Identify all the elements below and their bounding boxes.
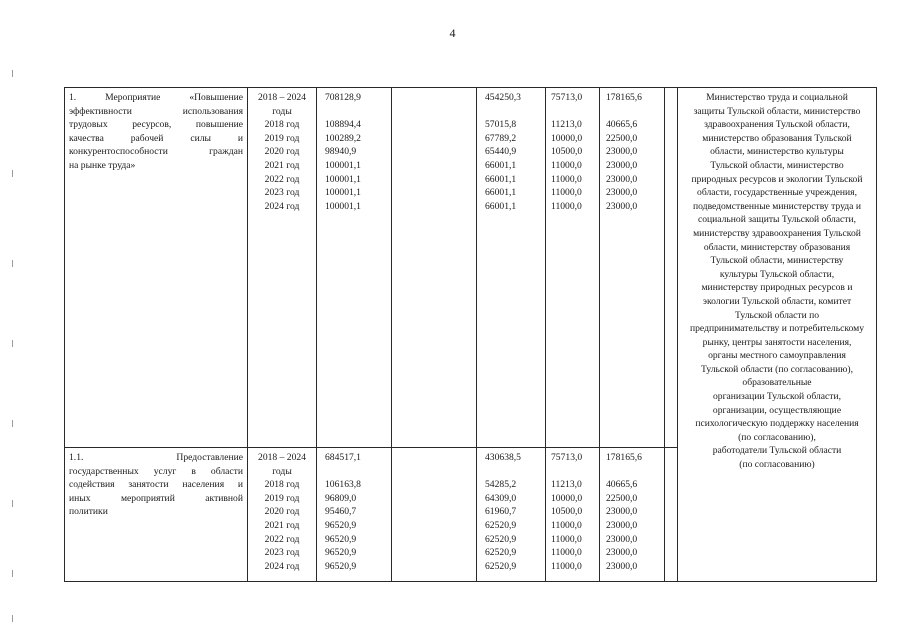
- measure-name-line: на рынке труда»: [69, 159, 136, 171]
- year-label: 2021 год: [264, 159, 300, 171]
- other-sources-value: 40665,6: [606, 479, 638, 491]
- local-budget-value: 10500,0: [551, 506, 583, 518]
- total-value: 100001,1: [325, 173, 361, 185]
- years-cell: [248, 448, 317, 582]
- executor-line: образовательные: [742, 377, 812, 389]
- total-value: 96520,9: [325, 533, 357, 545]
- year-label: 2020 год: [264, 146, 300, 158]
- executor-line: (по согласованию): [739, 459, 815, 471]
- regional-budget-value: [485, 105, 545, 119]
- total-value: 96520,9: [325, 560, 357, 572]
- total-value: 98940,9: [325, 146, 357, 158]
- local-budget-value: 11000,0: [551, 200, 582, 212]
- regional-budget-value: 61960,7: [485, 506, 517, 518]
- executor-line: Тульской области, министерству: [710, 255, 844, 267]
- total-value: 106163,8: [325, 479, 361, 491]
- year-label: 2023 год: [264, 187, 300, 199]
- blank-cell: [665, 88, 678, 448]
- other-sources-value: 23000,0: [606, 146, 638, 158]
- executor-line: министерству природных ресурсов и: [701, 282, 853, 294]
- total-value: 100289,2: [325, 132, 361, 144]
- program-table: [64, 87, 877, 582]
- year-label: 2018 год: [264, 119, 300, 131]
- year-label: 2024 год: [264, 200, 300, 212]
- year-label: 2022 год: [264, 533, 300, 545]
- executor-line: организации, осуществляющие: [712, 404, 842, 416]
- scan-margin-marks: [12, 70, 14, 630]
- years-cell: [248, 88, 317, 448]
- year-label: 2023 год: [264, 547, 300, 559]
- local-budget-value: 11000,0: [551, 173, 582, 185]
- total-value: 95460,7: [325, 506, 357, 518]
- total-value: [325, 465, 391, 479]
- executor-line: Тульской области (по согласованию),: [701, 363, 853, 375]
- year-label: 2021 год: [264, 519, 300, 531]
- executor-line: экологии Тульской области, комитет: [702, 295, 852, 307]
- year-label: 2022 год: [264, 173, 300, 185]
- executor-line: психологическую поддержку населения: [695, 418, 859, 430]
- other-sources-value: 23000,0: [606, 159, 638, 171]
- page-number: 4: [449, 26, 456, 40]
- other-sources-value: 178165,6: [606, 92, 642, 103]
- local-budget-value: 11000,0: [551, 547, 582, 559]
- measure-name-line: эффективности использования: [69, 105, 243, 117]
- regional-budget-value: 54285,2: [485, 479, 517, 491]
- local-budget-value: 75713,0: [551, 92, 583, 103]
- other-sources-value: [606, 105, 664, 119]
- measure-name-line: содействия занятости населения и: [69, 479, 243, 491]
- other-sources-value: 23000,0: [606, 173, 638, 185]
- regional-budget-value: 66001,1: [485, 187, 517, 199]
- executor-line: области, министерству образования: [703, 241, 851, 253]
- local-budget-value: [551, 105, 599, 119]
- year-label: 2019 год: [264, 132, 300, 144]
- regional-budget-value: 65440,9: [485, 146, 517, 158]
- total-value: 100001,1: [325, 200, 361, 212]
- executor-line: предпринимательству и потребительскому: [690, 323, 864, 335]
- executor-line: Тульской области по: [734, 309, 820, 321]
- total-value: 100001,1: [325, 159, 361, 171]
- local-budget-cell: [546, 448, 600, 582]
- local-budget-value: 11213,0: [551, 479, 582, 491]
- regional-budget-value: [485, 465, 545, 479]
- local-budget-value: 11000,0: [551, 560, 582, 572]
- total-value: 108894,4: [325, 119, 361, 131]
- other-sources-value: 23000,0: [606, 519, 638, 531]
- executor-line: природных ресурсов и экологии Тульской: [691, 173, 863, 185]
- other-sources-value: 40665,6: [606, 119, 638, 131]
- measure-name-line: конкурентоспособности граждан: [69, 146, 243, 158]
- program-row: [65, 88, 877, 448]
- local-budget-value: 11000,0: [551, 159, 582, 171]
- regional-budget-value: 62520,9: [485, 519, 517, 531]
- measure-name-cell: [65, 88, 248, 448]
- regional-budget-value: 430638,5: [485, 452, 521, 463]
- measure-name-line: 1. Мероприятие «Повышение: [69, 92, 243, 103]
- other-sources-value: 23000,0: [606, 560, 638, 572]
- executor-line: (по согласованию),: [738, 431, 816, 443]
- regional-budget-value: 67789,2: [485, 132, 517, 144]
- local-budget-value: 10500,0: [551, 146, 583, 158]
- executor-line: органы местного самоуправления: [708, 350, 846, 362]
- measure-name-line: трудовых ресурсов, повышение: [69, 119, 243, 131]
- local-budget-value: 11000,0: [551, 533, 582, 545]
- year-label: 2019 год: [264, 492, 300, 504]
- other-sources-cell: [600, 88, 665, 448]
- measure-name-cell: [65, 448, 248, 582]
- executor-line: области, государственные учреждения,: [697, 187, 857, 199]
- regional-budget-value: 66001,1: [485, 159, 517, 171]
- total-value: 96520,9: [325, 519, 357, 531]
- executors-cell: [678, 88, 877, 582]
- other-sources-value: 178165,6: [606, 452, 642, 463]
- local-budget-value: 10000,0: [551, 132, 583, 144]
- other-sources-value: 23000,0: [606, 200, 638, 212]
- executor-line: министерству здравоохранения Тульской: [693, 227, 861, 239]
- year-label: 2018 – 2024: [258, 452, 306, 463]
- federal-budget-cell: [392, 88, 477, 448]
- other-sources-value: 22500,0: [606, 132, 638, 144]
- year-label: 2024 год: [264, 560, 300, 572]
- executor-line: работодатели Тульской области: [712, 445, 842, 457]
- executor-line: Министерство труда и социальной: [706, 92, 848, 103]
- local-budget-value: 10000,0: [551, 492, 583, 504]
- executor-line: защиты Тульской области, министерство: [693, 105, 861, 117]
- executor-line: рынку, центры занятости населения,: [702, 336, 852, 348]
- executor-line: социальной защиты Тульской области,: [697, 214, 857, 226]
- regional-budget-value: 66001,1: [485, 173, 517, 185]
- other-sources-value: 23000,0: [606, 506, 638, 518]
- regional-budget-cell: [477, 88, 546, 448]
- regional-budget-value: 64309,0: [485, 492, 517, 504]
- measure-name-line: государственных услуг в области: [69, 465, 243, 477]
- total-value: 708128,9: [325, 92, 361, 103]
- regional-budget-value: 62520,9: [485, 547, 517, 559]
- regional-budget-value: 62520,9: [485, 533, 517, 545]
- total-value: 684517,1: [325, 452, 361, 463]
- year-label: 2018 – 2024: [258, 92, 306, 103]
- total-value: [325, 105, 391, 119]
- executor-line: подведомственные министерству труда и: [693, 200, 861, 212]
- total-cell: [317, 448, 392, 582]
- total-value: 96520,9: [325, 547, 357, 559]
- year-label: годы: [272, 465, 292, 477]
- local-budget-value: 11000,0: [551, 519, 582, 531]
- other-sources-value: 23000,0: [606, 547, 638, 559]
- regional-budget-cell: [477, 448, 546, 582]
- blank-cell: [665, 448, 678, 582]
- executor-line: Тульской области, министерство: [710, 159, 844, 171]
- other-sources-value: 23000,0: [606, 187, 638, 199]
- local-budget-value: 75713,0: [551, 452, 583, 463]
- executor-line: министерство образования Тульской: [702, 132, 852, 144]
- total-value: 100001,1: [325, 187, 361, 199]
- local-budget-value: 11000,0: [551, 187, 582, 199]
- other-sources-cell: [600, 448, 665, 582]
- federal-budget-cell: [392, 448, 477, 582]
- regional-budget-value: 454250,3: [485, 92, 521, 103]
- other-sources-value: 22500,0: [606, 492, 638, 504]
- measure-name-line: качества рабочей силы и: [69, 132, 243, 144]
- regional-budget-value: 62520,9: [485, 560, 517, 572]
- year-label: годы: [272, 105, 292, 117]
- local-budget-value: [551, 465, 599, 479]
- local-budget-cell: [546, 88, 600, 448]
- executor-line: культуры Тульской области,: [719, 268, 835, 280]
- executor-line: организации Тульской области,: [712, 391, 842, 403]
- other-sources-value: 23000,0: [606, 533, 638, 545]
- measure-name-line: иных мероприятий активной: [69, 492, 243, 504]
- executor-line: здравоохранения Тульской области,: [704, 119, 850, 131]
- local-budget-value: 11213,0: [551, 119, 582, 131]
- regional-budget-value: 57015,8: [485, 119, 517, 131]
- total-value: 96809,0: [325, 492, 357, 504]
- regional-budget-value: 66001,1: [485, 200, 517, 212]
- total-cell: [317, 88, 392, 448]
- year-label: 2020 год: [264, 506, 300, 518]
- measure-name-line: 1.1. Предоставление: [69, 452, 243, 463]
- other-sources-value: [606, 465, 664, 479]
- measure-name-line: политики: [69, 506, 108, 518]
- executor-line: области, министерство культуры: [710, 146, 844, 158]
- year-label: 2018 год: [264, 479, 300, 491]
